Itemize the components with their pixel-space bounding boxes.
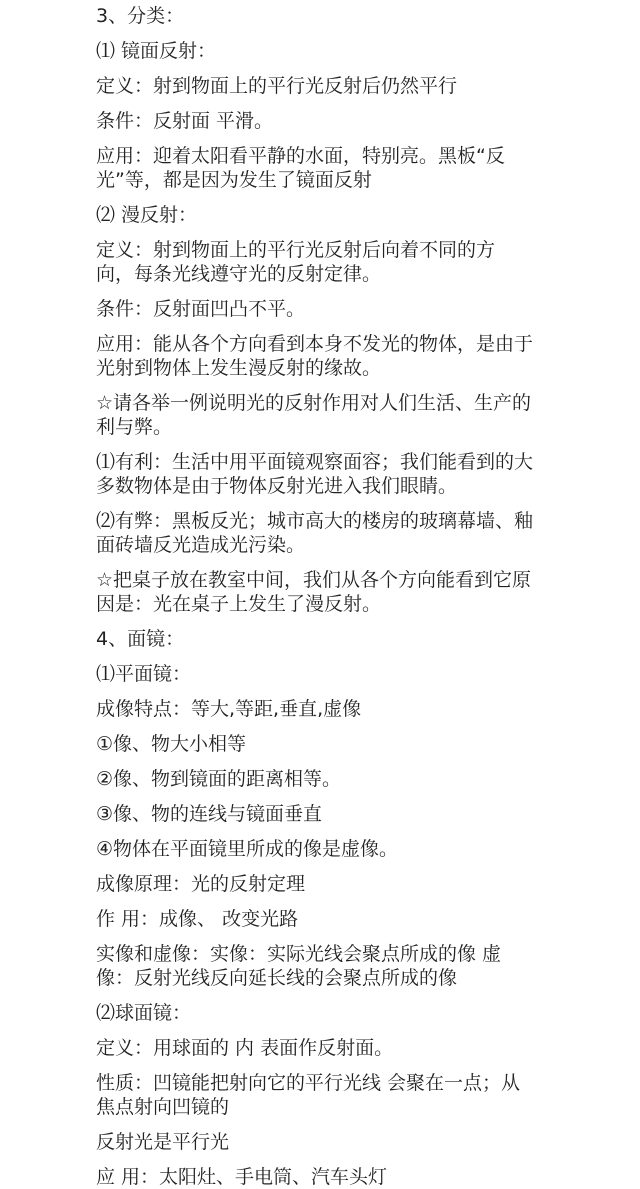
text-line: 应用：迎着太阳看平静的水面，特别亮。黑板“反 <box>96 145 505 167</box>
text-line: 作 用：成像、 改变光路 <box>96 908 299 930</box>
list-item: ④物体在平面镜里所成的像是虚像。 <box>96 838 399 860</box>
list-item: ①像、物大小相等 <box>96 733 247 755</box>
text-line: 实像和虚像：实像：实际光线会聚点所成的像 虚 <box>96 943 502 965</box>
star-question-line: ☆请各举一例说明光的反射作用对人们生活、生产的 <box>96 392 532 414</box>
text-line: ⑵有弊：黑板反光；城市高大的楼房的玻璃幕墙、釉 <box>96 510 534 532</box>
subheading-specular-reflection: ⑴ 镜面反射： <box>96 40 217 62</box>
text-line: ⑴有利：生活中用平面镜观察面容；我们能看到的大 <box>96 451 534 473</box>
text-line: 条件：反射面 平滑。 <box>96 110 274 132</box>
subheading-spherical-mirror: ⑵球面镜： <box>96 1002 192 1024</box>
text-line: 定义：射到物面上的平行光反射后仍然平行 <box>96 75 458 97</box>
list-item: ②像、物到镜面的距离相等。 <box>96 768 342 790</box>
star-question-line: ☆把桌子放在教室中间，我们从各个方向能看到它原 <box>96 569 532 591</box>
text-line: 焦点射向凹镜的 <box>96 1096 230 1118</box>
section-heading-classification: 3、分类： <box>96 5 185 27</box>
text-line: 光”等，都是因为发生了镜面反射 <box>96 169 372 191</box>
text-line: 反射光是平行光 <box>96 1131 230 1153</box>
text-line: 应 用：太阳灶、手电筒、汽车头灯 <box>96 1166 388 1188</box>
text-line: 成像原理：光的反射定理 <box>96 873 306 895</box>
text-line: 成像特点：等大,等距,垂直,虚像 <box>96 698 362 720</box>
text-line: 定义：用球面的 内 表面作反射面。 <box>96 1037 394 1059</box>
text-line: 像：反射光线反向延长线的会聚点所成的像 <box>96 967 458 989</box>
subheading-diffuse-reflection: ⑵ 漫反射： <box>96 204 198 226</box>
text-line: 条件：反射面凹凸不平。 <box>96 298 306 320</box>
list-item: ③像、物的连线与镜面垂直 <box>96 803 323 825</box>
text-line: 应用：能从各个方向看到本身不发光的物体，是由于 <box>96 333 534 355</box>
text-line: 性质：凹镜能把射向它的平行光线 会聚在一点；从 <box>96 1072 521 1094</box>
subheading-plane-mirror: ⑴平面镜： <box>96 663 192 685</box>
section-heading-mirrors: 4、面镜： <box>96 628 185 650</box>
text-line: 向，每条光线遵守光的反射定律。 <box>96 263 382 285</box>
text-line: 因是：光在桌子上发生了漫反射。 <box>96 593 382 615</box>
text-line: 面砖墙反光造成光污染。 <box>96 534 306 556</box>
text-line: 光射到物体上发生漫反射的缘故。 <box>96 357 382 379</box>
text-line: 多数物体是由于物体反射光进入我们眼睛。 <box>96 475 458 497</box>
text-line: 利与弊。 <box>96 416 173 438</box>
text-line: 定义：射到物面上的平行光反射后向着不同的方 <box>96 239 496 261</box>
